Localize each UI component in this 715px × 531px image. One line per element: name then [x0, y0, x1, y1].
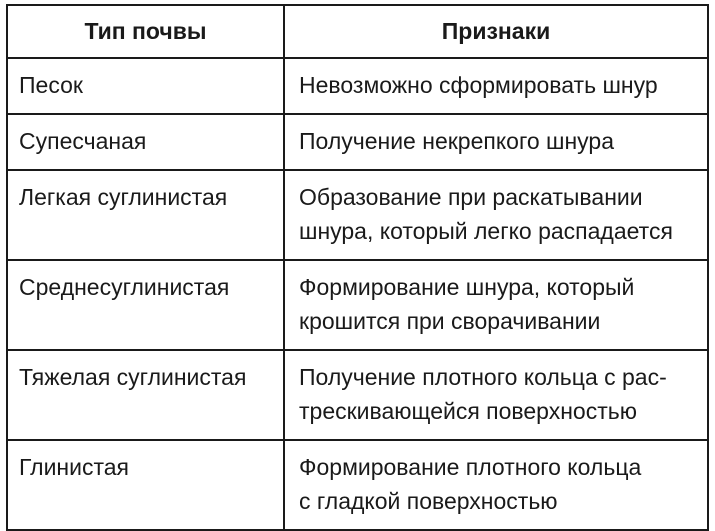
signs-line: Формирование плотного кольца — [299, 454, 642, 480]
signs-line: Формирование шнура, который — [299, 274, 635, 300]
signs-line: Образование при раскатывании — [299, 184, 643, 210]
table-header-row — [7, 5, 708, 58]
signs-line: шнура, который легко распадается — [299, 218, 673, 244]
table-row — [7, 440, 708, 530]
column-header-soil-type: Тип почвы — [7, 5, 284, 58]
soil-type-cell: Глинистая — [7, 440, 284, 530]
soil-type-cell: Легкая суглинистая — [7, 170, 284, 260]
signs-line: трескивающейся поверхностью — [299, 398, 637, 424]
signs-line: Получение плотного кольца с рас- — [299, 364, 667, 390]
signs-line: с гладкой поверхностью — [299, 488, 558, 514]
soil-types-table — [6, 4, 709, 531]
soil-type-cell: Супесчаная — [7, 114, 284, 170]
table-row — [7, 260, 708, 350]
signs-cell — [284, 350, 708, 440]
table-row — [7, 114, 708, 170]
table-row — [7, 58, 708, 114]
table-row — [7, 350, 708, 440]
table-row — [7, 170, 708, 260]
signs-line: Невозможно сформировать шнур — [299, 72, 658, 98]
signs-cell — [284, 260, 708, 350]
signs-cell — [284, 58, 708, 114]
signs-line: Получение некрепкого шнура — [299, 128, 614, 154]
soil-type-cell: Тяжелая суглинистая — [7, 350, 284, 440]
soil-type-cell: Песок — [7, 58, 284, 114]
signs-cell — [284, 170, 708, 260]
signs-line: крошится при сворачивании — [299, 308, 601, 334]
column-header-signs: Признаки — [284, 5, 708, 58]
signs-cell — [284, 114, 708, 170]
signs-cell — [284, 440, 708, 530]
soil-table-container — [6, 4, 707, 531]
soil-type-cell: Среднесуглинистая — [7, 260, 284, 350]
